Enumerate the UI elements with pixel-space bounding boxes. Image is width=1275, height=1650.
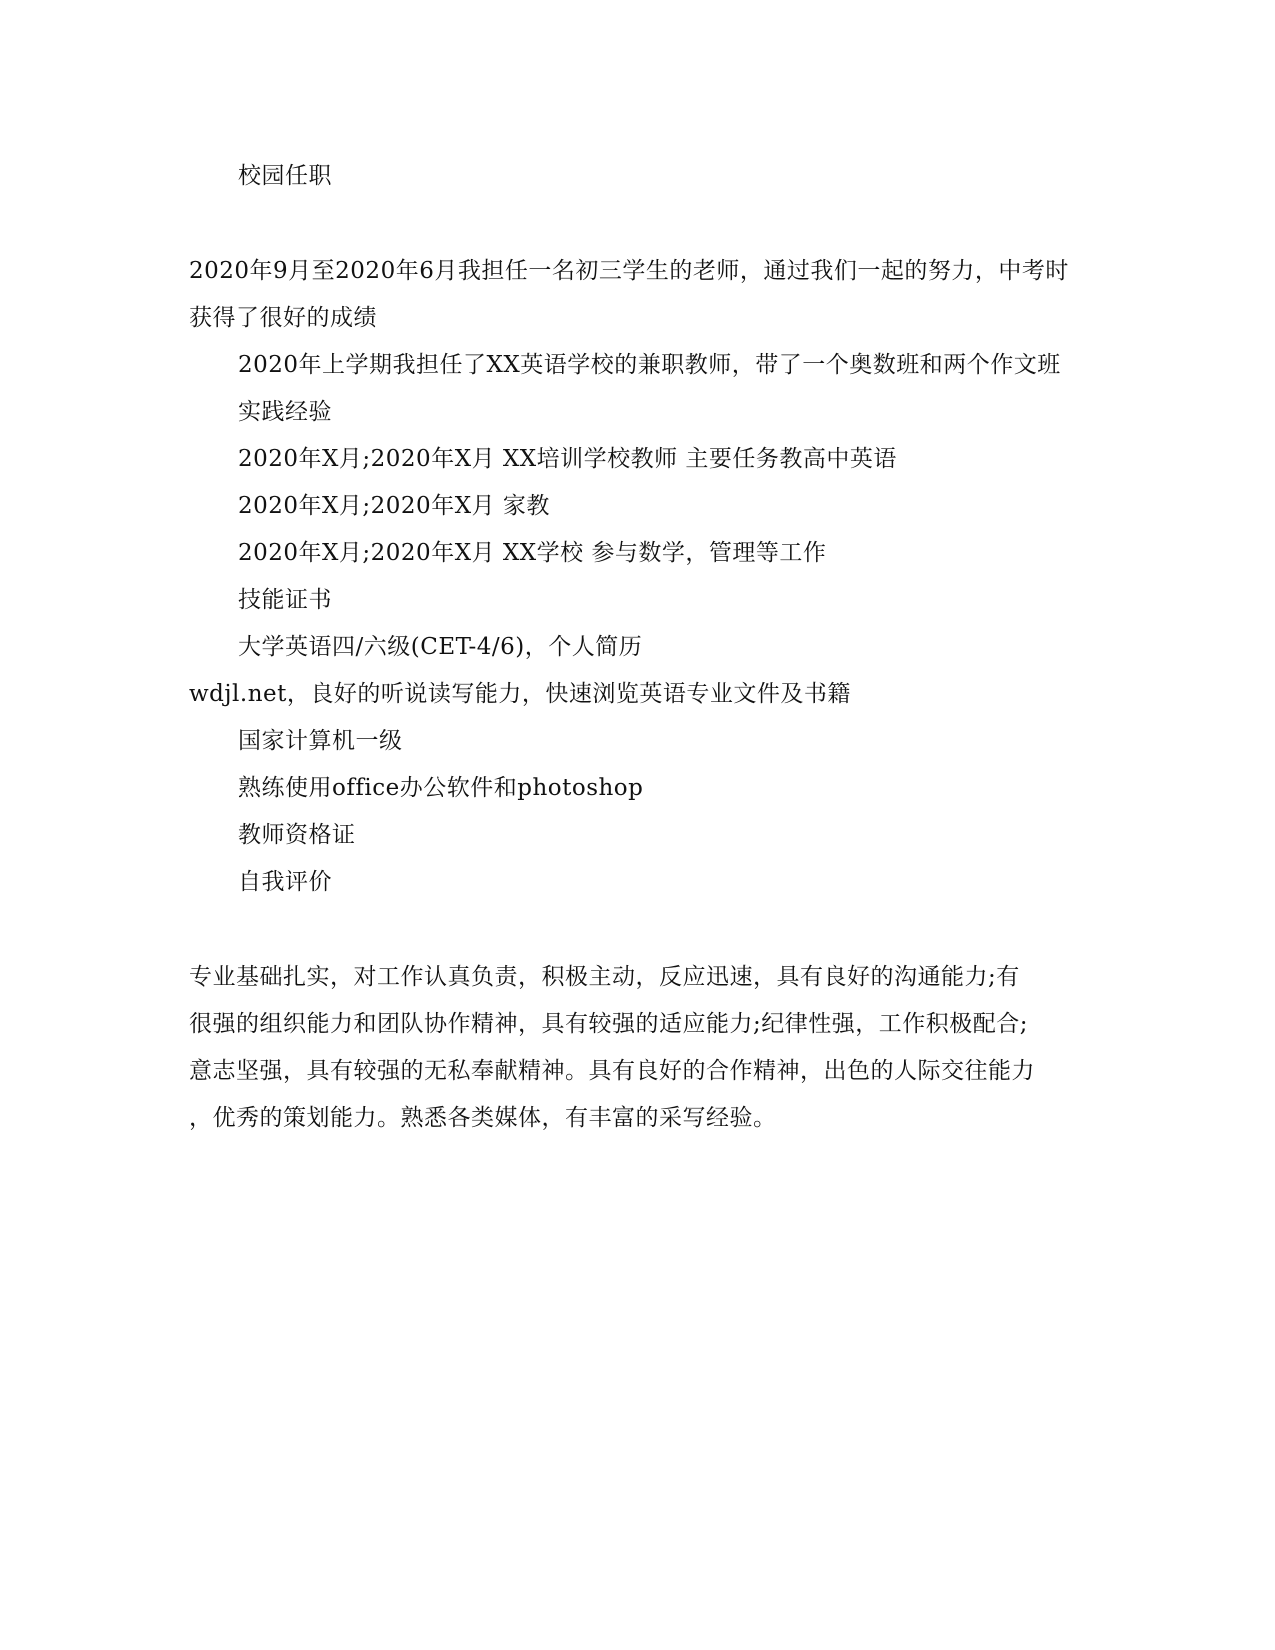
- skills-item: 熟练使用office办公软件和photoshop: [238, 775, 644, 801]
- skills-item: 国家计算机一级: [238, 728, 403, 754]
- practice-item: 2020年X月;2020年X月 XX培训学校教师 主要任务教高中英语: [238, 446, 897, 472]
- campus-item: 2020年上学期我担任了XX英语学校的兼职教师，带了一个奥数班和两个作文班: [238, 352, 1061, 378]
- practice-heading: 实践经验: [238, 399, 332, 425]
- skills-line-2: wdjl.net，良好的听说读写能力，快速浏览英语专业文件及书籍: [189, 681, 851, 707]
- self-evaluation-line: 意志坚强，具有较强的无私奉献精神。具有良好的合作精神，出色的人际交往能力: [189, 1058, 1035, 1084]
- self-evaluation-line: 专业基础扎实，对工作认真负责，积极主动，反应迅速，具有良好的沟通能力;有: [189, 964, 1020, 990]
- practice-item: 2020年X月;2020年X月 家教: [238, 493, 550, 519]
- self-evaluation-line: 很强的组织能力和团队协作精神，具有较强的适应能力;纪律性强，工作积极配合;: [189, 1011, 1028, 1037]
- campus-paragraph-line-1: 2020年9月至2020年6月我担任一名初三学生的老师，通过我们一起的努力，中考时: [189, 258, 1069, 284]
- skills-heading: 技能证书: [238, 587, 332, 613]
- campus-paragraph-line-2: 获得了很好的成绩: [189, 305, 377, 331]
- skills-item: 教师资格证: [238, 822, 356, 848]
- self-evaluation-heading: 自我评价: [238, 869, 332, 895]
- self-evaluation-line: ，优秀的策划能力。熟悉各类媒体，有丰富的采写经验。: [189, 1105, 777, 1131]
- practice-item: 2020年X月;2020年X月 XX学校 参与数学，管理等工作: [238, 540, 827, 566]
- skills-line-1: 大学英语四/六级(CET-4/6)，个人简历: [238, 634, 643, 660]
- campus-heading: 校园任职: [238, 163, 332, 189]
